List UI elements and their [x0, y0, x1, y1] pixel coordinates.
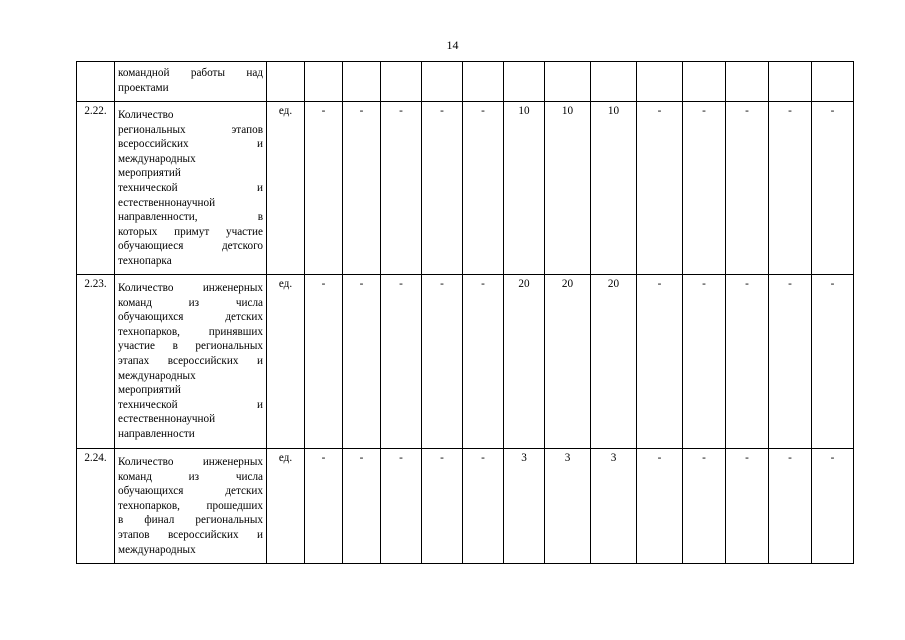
value-cell: -: [812, 102, 854, 275]
value-cell: -: [305, 102, 343, 275]
value-cell: 10: [591, 102, 637, 275]
value-cell: -: [683, 449, 726, 564]
value-cell: -: [305, 275, 343, 449]
indicator-name-line: участие в региональных: [118, 340, 263, 353]
table-row: [77, 275, 854, 449]
value-cell: 20: [591, 275, 637, 449]
value-cell: -: [726, 102, 769, 275]
value-cell: -: [343, 275, 381, 449]
value-cell: -: [812, 449, 854, 564]
value-cell: [422, 62, 463, 102]
value-cell: -: [422, 449, 463, 564]
indicator-name: [115, 62, 267, 102]
value-cell: -: [463, 449, 504, 564]
value-cell: -: [637, 275, 683, 449]
indicator-name-line: мероприятий: [118, 384, 181, 397]
value-cell: 3: [591, 449, 637, 564]
indicator-name-line: всероссийских и: [118, 138, 263, 151]
indicator-name-line: обучающихся детских: [118, 485, 263, 498]
value-cell: 3: [504, 449, 545, 564]
indicator-name-line: этапах всероссийских и: [118, 354, 263, 367]
value-cell: -: [343, 449, 381, 564]
indicator-name-line: международных: [118, 369, 196, 382]
value-cell: [637, 62, 683, 102]
indicator-name-line: обучающиеся детского: [118, 240, 263, 253]
indicator-name-line: естественнонаучной: [118, 413, 216, 426]
indicators-table: [76, 61, 854, 564]
value-cell: -: [381, 275, 422, 449]
indicator-name-line: естественнонаучной: [118, 196, 216, 209]
unit-cell: ед.: [267, 102, 305, 275]
indicator-name-line: команд из числа: [118, 470, 263, 483]
value-cell: [591, 62, 637, 102]
indicator-name-line: Количество инженерных: [118, 456, 263, 468]
table-body: [77, 62, 854, 564]
value-cell: -: [381, 449, 422, 564]
indicator-name-line: международных: [118, 152, 196, 165]
indicator-name-line: обучающихся детских: [118, 311, 263, 324]
table-row: [77, 62, 854, 102]
indicator-name-line: направленности, в: [118, 211, 263, 224]
row-number: 2.22.: [77, 102, 115, 275]
value-cell: [343, 62, 381, 102]
indicator-name-line: в финал региональных: [118, 514, 263, 527]
value-cell: -: [422, 102, 463, 275]
indicator-name-line: международных: [118, 543, 196, 556]
page-number: 14: [446, 38, 459, 52]
value-cell: -: [343, 102, 381, 275]
value-cell: -: [422, 275, 463, 449]
value-cell: -: [769, 449, 812, 564]
value-cell: -: [769, 102, 812, 275]
value-cell: -: [726, 449, 769, 564]
value-cell: 3: [545, 449, 591, 564]
value-cell: [683, 62, 726, 102]
indicator-name-line: Количество инженерных: [118, 282, 263, 294]
value-cell: -: [463, 275, 504, 449]
value-cell: -: [305, 449, 343, 564]
indicator-name-line: проектами: [118, 81, 169, 94]
indicator-name-line: технопарка: [118, 254, 172, 267]
indicator-name-line: региональных этапов: [118, 123, 263, 136]
value-cell: -: [726, 275, 769, 449]
indicator-name-line: направленности: [118, 427, 195, 440]
value-cell: -: [812, 275, 854, 449]
row-number: [77, 62, 115, 102]
value-cell: -: [381, 102, 422, 275]
value-cell: 10: [545, 102, 591, 275]
value-cell: 10: [504, 102, 545, 275]
indicator-name-line: технической и: [118, 181, 263, 194]
indicator-name-line: технопарков, принявших: [118, 325, 263, 338]
value-cell: -: [637, 102, 683, 275]
table-row: [77, 449, 854, 564]
row-number: 2.24.: [77, 449, 115, 564]
value-cell: [726, 62, 769, 102]
indicator-name-line: технопарков, прошедших: [118, 499, 263, 512]
value-cell: -: [637, 449, 683, 564]
value-cell: [463, 62, 504, 102]
unit-cell: [267, 62, 305, 102]
unit-cell: ед.: [267, 275, 305, 449]
value-cell: -: [683, 275, 726, 449]
indicator-name: [115, 275, 267, 449]
table-row: [77, 102, 854, 275]
indicator-name-line: этапов всероссийских и: [118, 528, 263, 541]
value-cell: -: [463, 102, 504, 275]
value-cell: [545, 62, 591, 102]
value-cell: -: [769, 275, 812, 449]
indicator-name: [115, 449, 267, 564]
value-cell: -: [683, 102, 726, 275]
value-cell: 20: [504, 275, 545, 449]
indicator-name-line: технической и: [118, 398, 263, 411]
indicator-name-line: Количество: [118, 109, 174, 121]
value-cell: [769, 62, 812, 102]
value-cell: [381, 62, 422, 102]
value-cell: [305, 62, 343, 102]
indicator-name-line: которых примут участие: [118, 225, 263, 238]
row-number: 2.23.: [77, 275, 115, 449]
indicator-name: [115, 102, 267, 275]
value-cell: [812, 62, 854, 102]
indicator-name-line: командной работы над: [118, 67, 263, 79]
indicator-name-line: мероприятий: [118, 167, 181, 180]
value-cell: 20: [545, 275, 591, 449]
unit-cell: ед.: [267, 449, 305, 564]
indicator-name-line: команд из числа: [118, 296, 263, 309]
value-cell: [504, 62, 545, 102]
